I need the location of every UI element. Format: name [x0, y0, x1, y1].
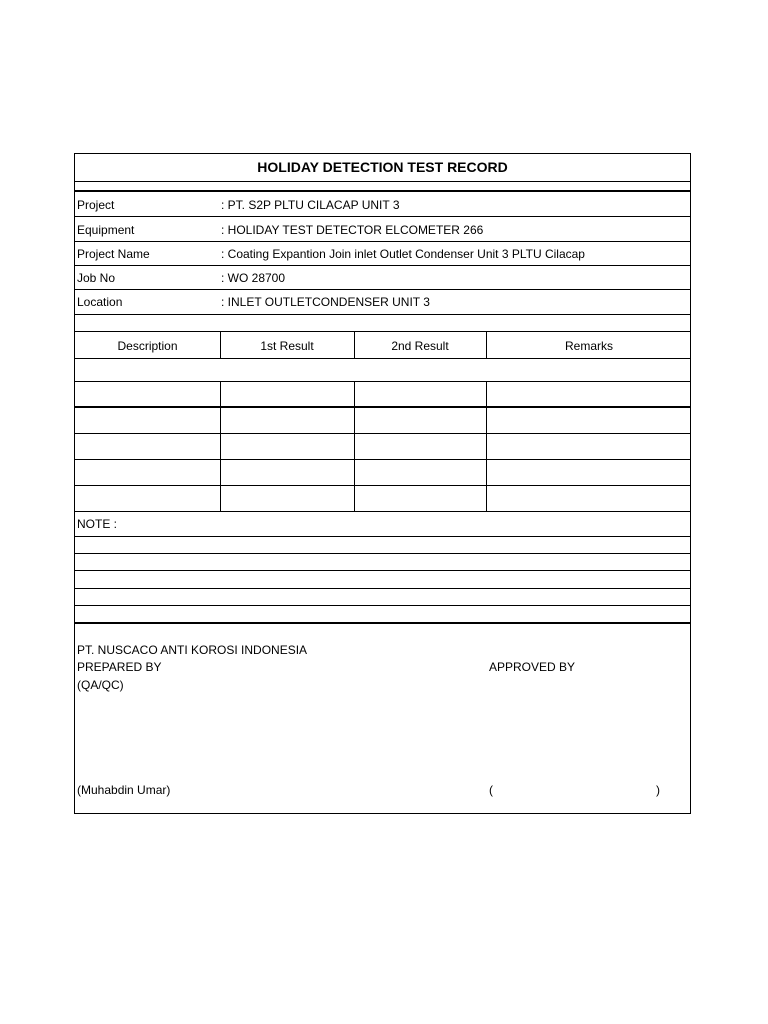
approved-by-label: APPROVED BY — [489, 660, 576, 674]
field-value-project-name: : Coating Expantion Join inlet Outlet Condenser Unit 3 PLTU Cilacap — [221, 247, 585, 261]
approved-signatory-open-paren: ( — [489, 783, 493, 797]
form-title: HOLIDAY DETECTION TEST RECORD — [257, 159, 508, 175]
column-header-description: Description — [117, 339, 178, 353]
field-value-equipment: : HOLIDAY TEST DETECTOR ELCOMETER 266 — [221, 223, 484, 237]
column-rule — [486, 381, 487, 511]
test-record-form — [74, 153, 691, 814]
field-label-job-no: Job No — [77, 271, 116, 285]
rule — [75, 605, 690, 606]
note-label: NOTE : — [77, 517, 118, 531]
rule — [75, 190, 690, 192]
rule — [75, 331, 690, 332]
column-header-2nd-result: 2nd Result — [391, 339, 449, 353]
rule — [75, 216, 690, 217]
rule — [75, 622, 690, 624]
column-rule — [354, 381, 355, 511]
field-label-equipment: Equipment — [77, 223, 135, 237]
field-label-project: Project — [77, 198, 115, 212]
company-name: PT. NUSCACO ANTI KOROSI INDONESIA — [77, 643, 308, 657]
field-label-location: Location — [77, 295, 123, 309]
rule — [75, 406, 690, 408]
field-value-project: : PT. S2P PLTU CILACAP UNIT 3 — [221, 198, 400, 212]
rule — [75, 459, 690, 460]
prepared-signatory-name: (Muhabdin Umar) — [77, 783, 171, 797]
prepared-role: (QA/QC) — [77, 678, 124, 692]
column-header-remarks: Remarks — [564, 339, 613, 353]
rule — [75, 553, 690, 554]
rule — [75, 536, 690, 537]
rule — [75, 485, 690, 486]
rule — [75, 241, 690, 242]
rule — [75, 358, 690, 359]
rule — [75, 588, 690, 589]
rule — [75, 265, 690, 266]
approved-signatory-close-paren: ) — [656, 783, 660, 797]
field-value-job-no: : WO 28700 — [221, 271, 286, 285]
prepared-by-label: PREPARED BY — [77, 660, 162, 674]
rule — [75, 570, 690, 571]
rule — [75, 289, 690, 290]
rule — [75, 381, 690, 382]
column-header-1st-result: 1st Result — [260, 339, 314, 353]
column-rule — [220, 381, 221, 511]
rule — [75, 511, 690, 512]
rule — [75, 314, 690, 315]
rule — [75, 181, 690, 182]
rule — [75, 433, 690, 434]
field-value-location: : INLET OUTLETCONDENSER UNIT 3 — [221, 295, 430, 309]
field-label-project-name: Project Name — [77, 247, 150, 261]
